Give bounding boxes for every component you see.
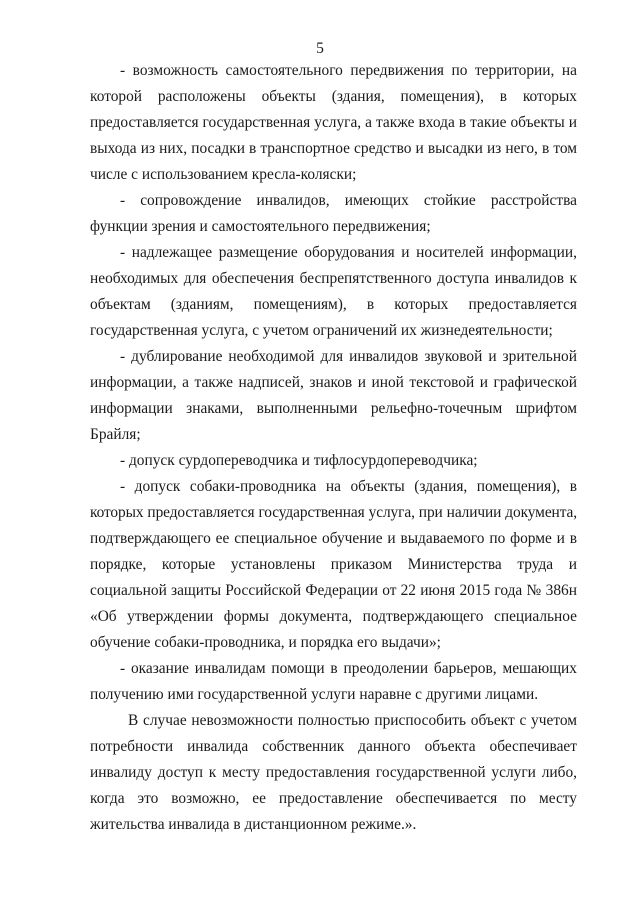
document-body [90, 58, 577, 838]
text-line: обучение собаки-проводника, и порядка его выдачи»; [90, 634, 441, 651]
paragraph-impossibility [90, 708, 577, 838]
text-line: объектам (зданиям, помещениям), в которых предоставляется [90, 296, 577, 313]
text-line: - надлежащее размещение оборудования и носителей информации, [120, 244, 577, 261]
text-line: информации, а также надписей, знаков и иной текстовой и графической [90, 374, 577, 391]
text-line: которых предоставляется государственная услуга, при наличии документа, [90, 504, 577, 521]
page-number: 5 [316, 40, 324, 57]
text-line: потребности инвалида собственник данного объекта обеспечивает [90, 738, 577, 755]
text-line: функции зрения и самостоятельного передвижения; [90, 218, 431, 235]
text-line: которой расположены объекты (здания, помещения), в которых [90, 88, 577, 105]
text-line: «Об утверждении формы документа, подтверждающего специальное [90, 608, 577, 625]
text-line: когда это возможно, ее предоставление обеспечивается по месту [90, 790, 577, 807]
text-line: инвалиду доступ к месту предоставления государственной услуги либо, [90, 764, 577, 781]
paragraph-duplication [90, 344, 577, 448]
text-line: государственная услуга, с учетом ограничений их жизнедеятельности; [90, 322, 553, 339]
text-line: - дублирование необходимой для инвалидов звуковой и зрительной [120, 348, 577, 365]
text-line: - допуск сурдопереводчика и тифлосурдопереводчика; [120, 452, 478, 469]
paragraph-assistance [90, 656, 577, 708]
paragraph-interpreters [90, 448, 577, 474]
text-line: выхода из них, посадки в транспортное средство и высадки из него, в том [90, 140, 577, 157]
text-line: - оказание инвалидам помощи в преодолении барьеров, мешающих [120, 660, 577, 677]
text-line: социальной защиты Российской Федерации от 22 июня 2015 года № 386н [90, 582, 577, 599]
text-line: получению ими государственной услуги наравне с другими лицами. [90, 686, 539, 703]
text-line: - сопровождение инвалидов, имеющих стойкие расстройства [120, 192, 577, 209]
text-line: информации знаками, выполненными рельефно-точечным шрифтом [90, 400, 577, 417]
text-line: - допуск собаки-проводника на объекты (здания, помещения), в [120, 478, 577, 495]
paragraph-equipment [90, 240, 577, 344]
text-line: жительства инвалида в дистанционном режиме.». [90, 816, 417, 833]
text-line: необходимых для обеспечения беспрепятственного доступа инвалидов к [90, 270, 577, 287]
text-line: предоставляется государственная услуга, а также входа в такие объекты и [90, 114, 577, 131]
text-line: - возможность самостоятельного передвижения по территории, на [120, 62, 577, 79]
text-line: подтверждающего ее специальное обучение и выдаваемого по форме и в [90, 530, 577, 547]
text-line: Брайля; [90, 426, 141, 443]
paragraph-guide-dog [90, 474, 577, 656]
text-line: числе с использованием кресла-коляски; [90, 166, 357, 183]
text-line: порядке, которые установлены приказом Министерства труда и [90, 556, 577, 573]
paragraph-mobility [90, 58, 577, 188]
paragraph-escort [90, 188, 577, 240]
text-line: В случае невозможности полностью приспособить объект с учетом [128, 712, 577, 729]
